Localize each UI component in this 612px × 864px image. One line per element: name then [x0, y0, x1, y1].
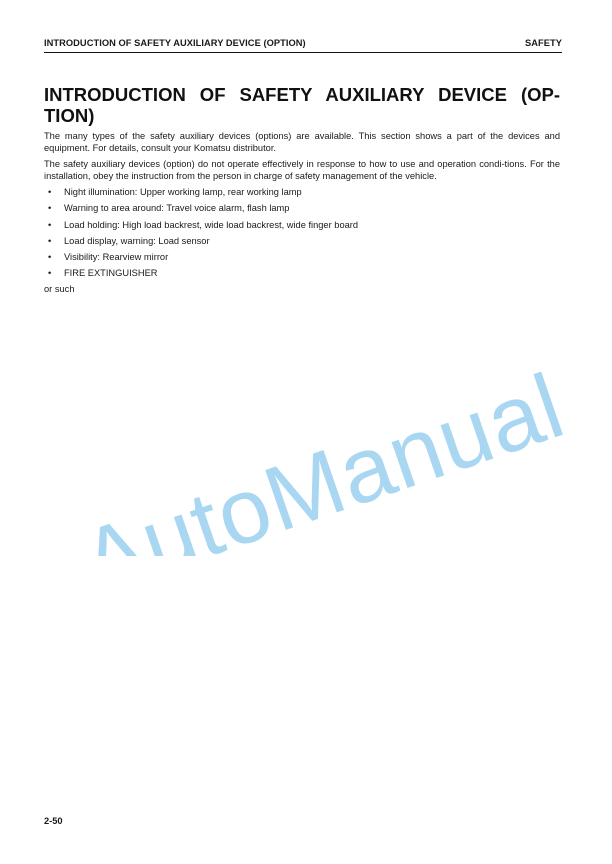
- installation-paragraph: The safety auxiliary devices (option) do not operate effectively in response to how to use and operation condi-tions. For the installation, obey the instruction from the person in charge of safety management of the vehicle.: [44, 159, 560, 181]
- list-item-text: Load holding: High load backrest, wide load backrest, wide finger board: [64, 219, 359, 230]
- list-item: [44, 267, 560, 283]
- list-item: [44, 235, 560, 251]
- list-item-text: Night illumination: Upper working lamp, rear working lamp: [64, 187, 302, 197]
- watermark-graphic: [58, 316, 578, 556]
- bullet-icon: •: [48, 219, 52, 230]
- bullet-icon: •: [48, 252, 52, 263]
- device-list: [44, 186, 560, 284]
- list-item: [44, 202, 560, 218]
- outro-text: or such: [44, 283, 75, 294]
- list-item-text: Load display, warning: Load sensor: [64, 235, 210, 246]
- watermark: [58, 316, 578, 556]
- list-item: [44, 186, 560, 202]
- list-item-text: Warning to area around: Travel voice alarm, flash lamp: [64, 203, 290, 214]
- body-content: [44, 130, 560, 299]
- bullet-icon: •: [48, 268, 52, 279]
- watermark-text: AutoManual: [69, 354, 577, 556]
- running-header: [44, 38, 562, 53]
- bullet-icon: •: [48, 187, 52, 197]
- header-section-title: INTRODUCTION OF SAFETY AUXILIARY DEVICE (OPTION): [44, 38, 306, 48]
- list-item-text: FIRE EXTINGUISHER: [64, 268, 158, 279]
- list-item-text: Visibility: Rearview mirror: [64, 252, 169, 263]
- page-title: INTRODUCTION OF SAFETY AUXILIARY DEVICE (OP-TION): [44, 84, 560, 126]
- page-number: 2-50: [44, 816, 63, 826]
- bullet-icon: •: [48, 203, 52, 214]
- list-item: [44, 219, 560, 235]
- intro-paragraph: The many types of the safety auxiliary devices (options) are available. This section shows a part of the devices and equipment. For details, consult your Komatsu distributor.: [44, 131, 560, 153]
- bullet-icon: •: [48, 235, 52, 246]
- header-chapter-title: SAFETY: [525, 38, 562, 48]
- list-item: [44, 251, 560, 267]
